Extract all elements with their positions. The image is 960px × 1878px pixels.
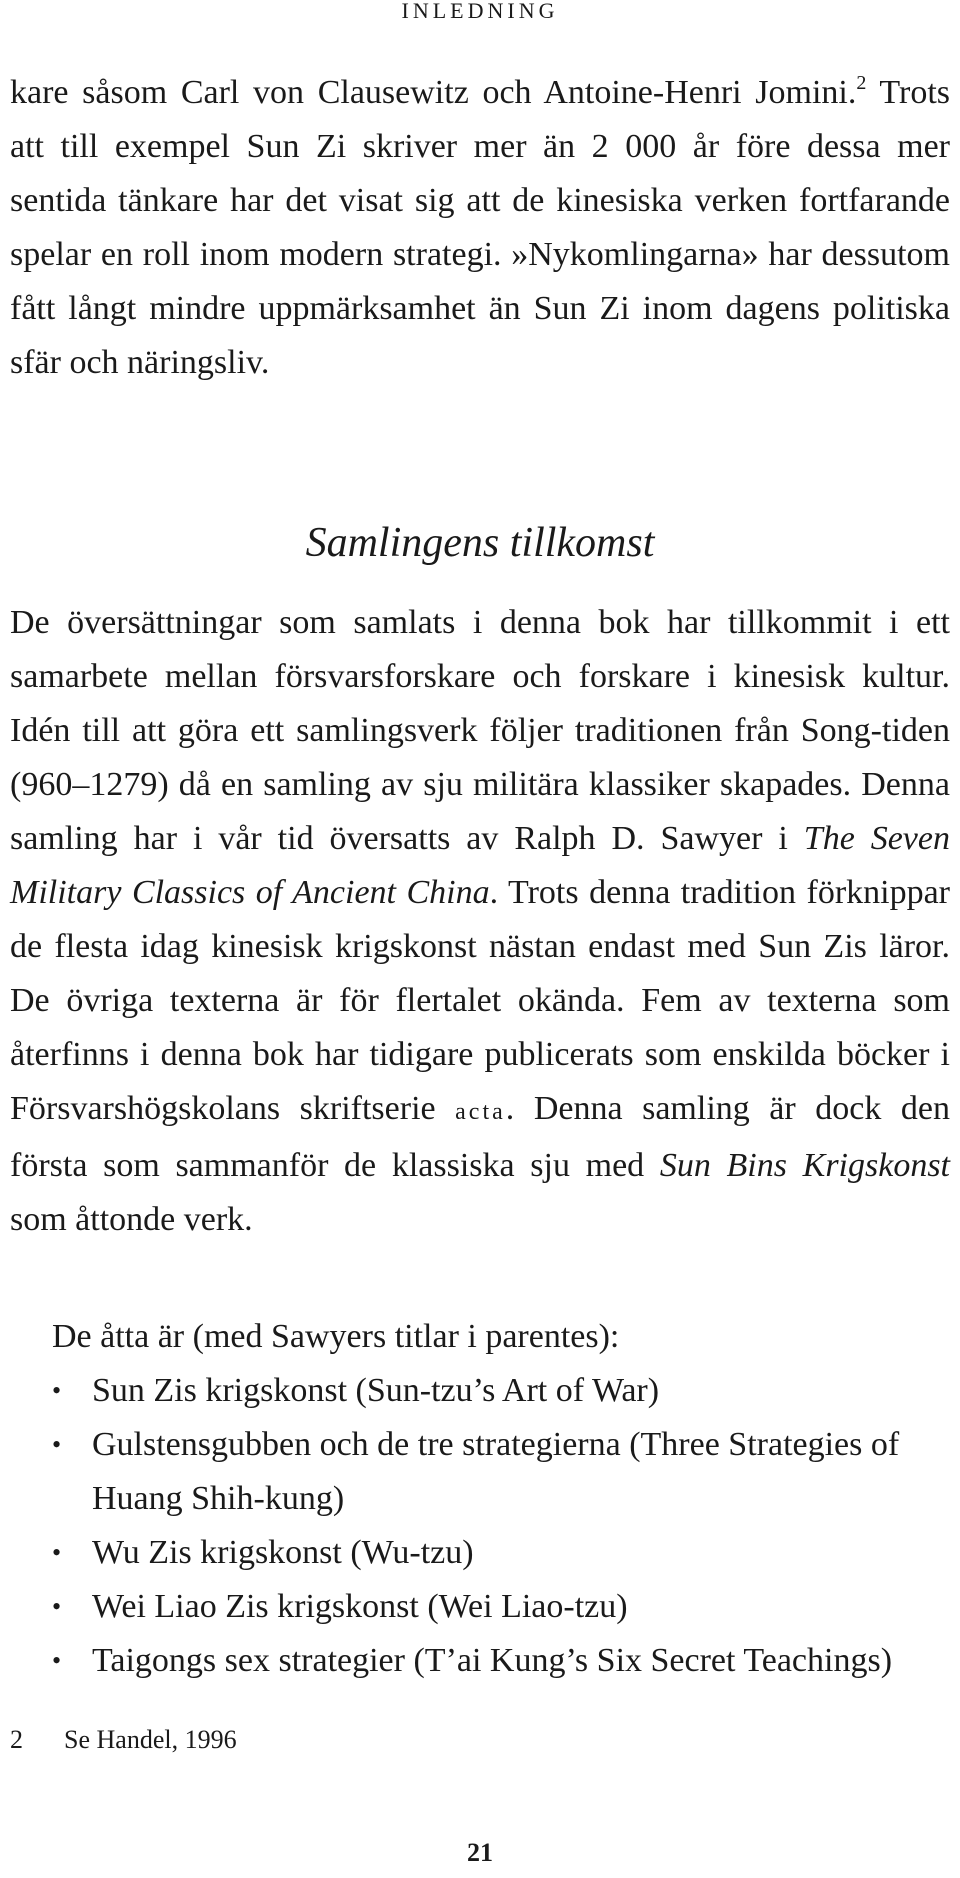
list-item-text: Sun Zis krigskonst (Sun-tzu’s Art of War) xyxy=(92,1372,660,1409)
paragraph-intro-text: kare såsom Carl von Clausewitz och Antoine-Henri Jomini. xyxy=(10,74,857,111)
footnote-reference: 2 xyxy=(856,72,867,94)
list-intro: De åtta är (med Sawyers titlar i parentes): xyxy=(52,1318,620,1355)
footnote-number: 2 xyxy=(10,1725,23,1754)
paragraph-collection-part-3: . Denna samling är dock den första som sammanför de klassiska sju med xyxy=(10,1090,950,1184)
list-item-text: Taigongs sex strategier (T’ai Kung’s Six Secret Teachings) xyxy=(92,1642,893,1679)
list-item xyxy=(0,1364,960,1418)
paragraph-intro xyxy=(10,66,950,390)
list-item xyxy=(0,1418,960,1526)
bullet-icon: • xyxy=(52,1376,62,1405)
footnote-text: Se Handel, 1996 xyxy=(64,1725,237,1754)
work-title-sun-bin: Sun Bins Krigskonst xyxy=(659,1147,950,1184)
classics-list xyxy=(0,1364,960,1688)
running-head: INLEDNING xyxy=(401,0,559,23)
list-item-text: Wu Zis krigskonst (Wu-tzu) xyxy=(92,1534,474,1571)
list-item-text: Wei Liao Zis krigskonst (Wei Liao-tzu) xyxy=(92,1588,628,1625)
bullet-icon: • xyxy=(52,1592,62,1621)
paragraph-collection-part-2: . Trots denna tradition förknippar de flesta idag kinesisk krigskonst nästan endast med Sun Zis läror. De övriga texterna är för flertalet okända. Fem av texterna som återfinns i denna bok har tidigare publicerats som enskilda böcker i Försvarshögskolans skriftserie xyxy=(10,874,950,1127)
paragraph-collection-part-1: De översättningar som samlats i denna bok har tillkommit i ett samarbete mellan försvarsforskare och forskare i kinesisk kultur. Idén till att göra ett samlingsverk följer traditionen från Song-tiden (960–1279) då en samling av sju militära klassiker skapades. Denna samling har i vår tid översatts av Ralph D. Sawyer i xyxy=(10,604,950,857)
list-item-text: Gulstensgubben och de tre strategierna (Three Strategies of Huang Shih-kung) xyxy=(92,1426,900,1517)
section-heading: Samlingens tillkomst xyxy=(305,520,655,566)
series-name-acta: acta xyxy=(455,1099,506,1125)
page-number: 21 xyxy=(467,1838,493,1867)
book-title-seven-classics: The Seven Military Classics of Ancient China xyxy=(10,820,950,911)
list-item xyxy=(0,1634,960,1688)
paragraph-collection xyxy=(10,596,950,1247)
paragraph-collection-part-4: som åttonde verk. xyxy=(10,1201,253,1238)
bullet-icon: • xyxy=(52,1430,62,1459)
bullet-icon: • xyxy=(52,1646,62,1675)
paragraph-intro-rest: Trots att till exempel Sun Zi skriver mer än 2 000 år före dessa mer sentida tänkare har det visat sig att de kinesiska verken fortfarande spelar en roll inom modern strategi. »Nykomlingarna» har dessutom fått långt mindre uppmärksamhet än Sun Zi inom dagens politiska sfär och näringsliv. xyxy=(10,74,950,381)
bullet-icon: • xyxy=(52,1538,62,1567)
list-item xyxy=(0,1526,960,1580)
footnote xyxy=(10,1722,237,1758)
list-item xyxy=(0,1580,960,1634)
